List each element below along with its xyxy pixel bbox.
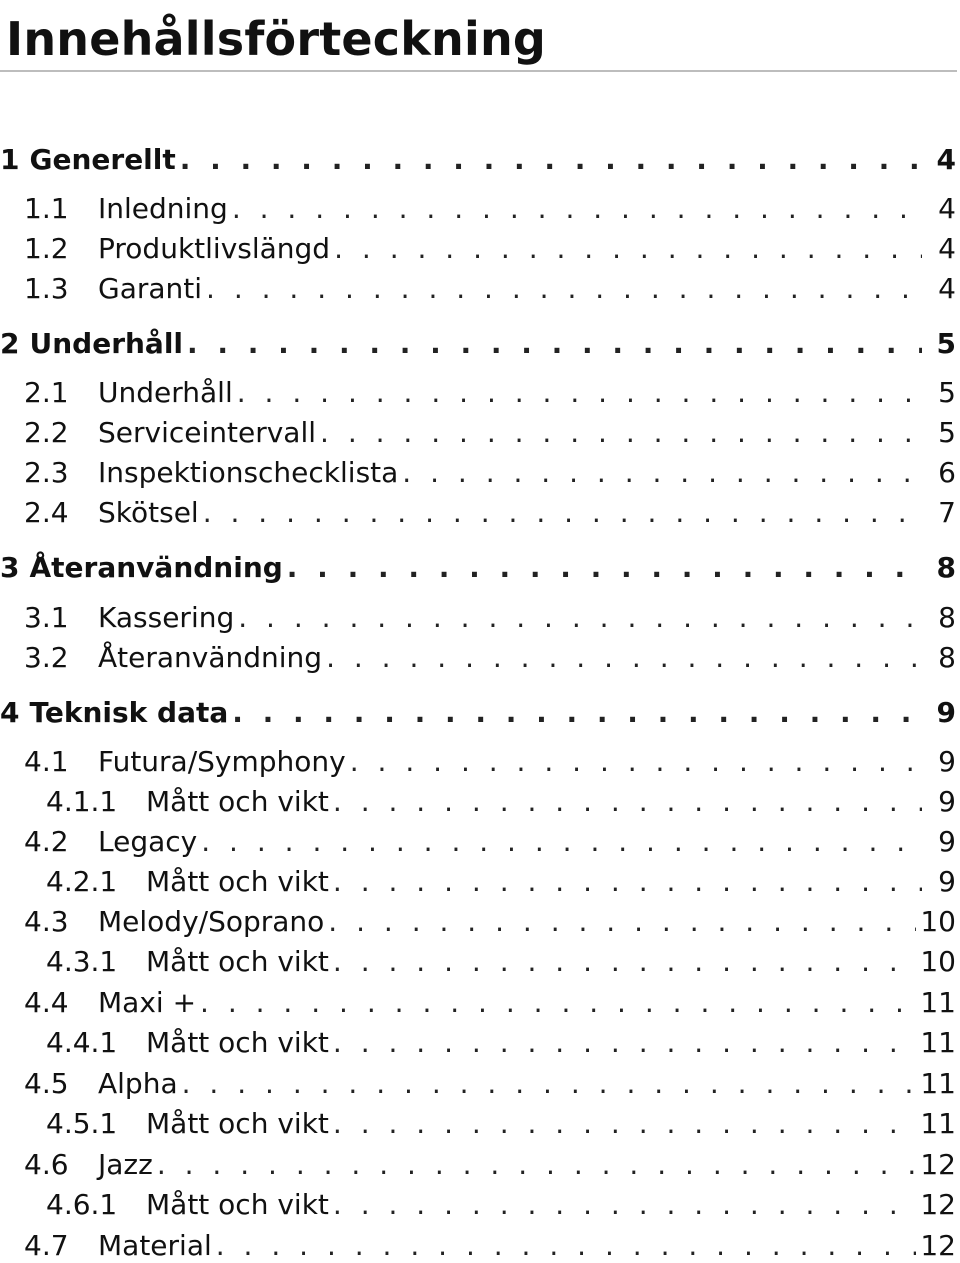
toc-entry-label: Material xyxy=(98,1228,212,1262)
page-title: Innehållsförteckning xyxy=(6,12,547,66)
toc-entry-number: 4.3.1 xyxy=(46,944,118,978)
dot-leader xyxy=(333,865,922,898)
toc-entry[interactable] xyxy=(0,271,956,305)
dot-leader xyxy=(182,1067,917,1100)
toc-entry-number: 2.2 xyxy=(24,415,69,449)
toc-entry-page: 4 xyxy=(938,231,956,265)
dot-leader xyxy=(157,1148,917,1181)
dot-leader xyxy=(333,1188,916,1221)
toc-entry-label: Futura/Symphony xyxy=(98,744,346,778)
toc-entry-page: 12 xyxy=(920,1187,956,1221)
toc-entry[interactable] xyxy=(0,904,956,938)
title-divider xyxy=(0,70,957,72)
toc-entry[interactable] xyxy=(0,1025,956,1059)
dot-leader xyxy=(328,905,916,938)
toc-entry-label: Mått och vikt xyxy=(146,864,329,898)
toc-entry-label: Melody/Soprano xyxy=(98,904,325,938)
toc-entry-page: 5 xyxy=(938,375,956,409)
toc-entry-number: 4.4.1 xyxy=(46,1025,118,1059)
toc-entry-label: Jazz xyxy=(98,1147,153,1181)
dot-leader xyxy=(333,1026,916,1059)
toc-entry-label: Inspektionschecklista xyxy=(98,455,399,489)
toc-entry[interactable] xyxy=(0,455,956,489)
toc-entry-number: 3.1 xyxy=(24,600,69,634)
toc-entry-chapter-2[interactable] xyxy=(0,326,956,360)
dot-leader xyxy=(237,376,922,409)
toc-entry-number: 4.2.1 xyxy=(46,864,118,898)
toc-entry-page: 8 xyxy=(936,550,956,584)
toc-entry[interactable] xyxy=(0,744,956,778)
toc-entry[interactable] xyxy=(0,985,956,1019)
dot-leader xyxy=(216,1229,917,1262)
toc-entry-page: 8 xyxy=(938,600,956,634)
dot-leader xyxy=(180,143,922,176)
toc-entry-number: 2.4 xyxy=(24,495,69,529)
toc-entry-page: 12 xyxy=(920,1147,956,1181)
toc-entry-number: 4.5.1 xyxy=(46,1106,118,1140)
toc-entry[interactable] xyxy=(0,824,956,858)
toc-entry-page: 5 xyxy=(936,326,956,360)
dot-leader xyxy=(320,416,922,449)
toc-entry[interactable] xyxy=(0,784,956,818)
toc-entry-number: 2 xyxy=(0,326,20,360)
toc-entry[interactable] xyxy=(0,600,956,634)
toc-entry-label: Inledning xyxy=(98,191,228,225)
toc-entry-page: 4 xyxy=(938,271,956,305)
toc-entry-label: Kassering xyxy=(98,600,235,634)
toc-entry-number: 4.6 xyxy=(24,1147,69,1181)
toc-entry-number: 1 xyxy=(0,142,20,176)
toc-entry-page: 8 xyxy=(938,640,956,674)
toc-entry-number: 1.3 xyxy=(24,271,69,305)
toc-entry-number: 4.7 xyxy=(24,1228,69,1262)
toc-entry-number: 3.2 xyxy=(24,640,69,674)
toc-entry-label: Teknisk data xyxy=(29,695,229,729)
toc-entry-number: 2.1 xyxy=(24,375,69,409)
toc-entry[interactable] xyxy=(0,640,956,674)
toc-entry-page: 11 xyxy=(920,1066,956,1100)
dot-leader xyxy=(238,601,922,634)
toc-entry-page: 10 xyxy=(920,904,956,938)
dot-leader xyxy=(287,551,922,584)
toc-entry-page: 10 xyxy=(920,944,956,978)
toc-entry-label: Mått och vikt xyxy=(146,1187,329,1221)
toc-entry-page: 11 xyxy=(920,1106,956,1140)
toc-entry[interactable] xyxy=(0,495,956,529)
dot-leader xyxy=(200,986,916,1019)
toc-entry-label: Mått och vikt xyxy=(146,944,329,978)
toc-entry-label: Återanvändning xyxy=(29,550,283,584)
toc-entry-page: 4 xyxy=(936,142,956,176)
toc-entry-page: 9 xyxy=(936,695,956,729)
toc-entry[interactable] xyxy=(0,191,956,225)
toc-entry-number: 3 xyxy=(0,550,20,584)
dot-leader xyxy=(333,785,922,818)
dot-leader xyxy=(326,641,922,674)
toc-entry-number: 4.6.1 xyxy=(46,1187,118,1221)
toc-entry-label: Mått och vikt xyxy=(146,1106,329,1140)
toc-entry[interactable] xyxy=(0,415,956,449)
toc-entry-label: Serviceintervall xyxy=(98,415,317,449)
toc-entry-page: 5 xyxy=(938,415,956,449)
toc-entry-label: Återanvändning xyxy=(98,640,323,674)
toc-entry-number: 2.3 xyxy=(24,455,69,489)
dot-leader xyxy=(201,825,922,858)
toc-entry-number: 1.2 xyxy=(24,231,69,265)
toc-entry-number: 4.2 xyxy=(24,824,69,858)
toc-entry-page: 11 xyxy=(920,1025,956,1059)
dot-leader xyxy=(203,496,922,529)
toc-entry-page: 9 xyxy=(938,824,956,858)
toc-entry-number: 4 xyxy=(0,695,20,729)
toc-entry-label: Underhåll xyxy=(98,375,233,409)
toc-entry-number: 4.3 xyxy=(24,904,69,938)
toc-entry-page: 9 xyxy=(938,784,956,818)
dot-leader xyxy=(206,272,922,305)
toc-entry[interactable] xyxy=(0,1066,956,1100)
toc-entry-label: Alpha xyxy=(98,1066,178,1100)
toc-entry[interactable] xyxy=(0,1228,956,1262)
dot-leader xyxy=(187,327,922,360)
dot-leader xyxy=(402,456,922,489)
dot-leader xyxy=(333,945,916,978)
toc-entry-chapter-3[interactable] xyxy=(0,550,956,584)
toc-entry[interactable] xyxy=(0,944,956,978)
toc-entry-chapter-4[interactable] xyxy=(0,695,956,729)
toc-entry-page: 7 xyxy=(938,495,956,529)
dot-leader xyxy=(232,696,922,729)
toc-entry-label: Legacy xyxy=(98,824,198,858)
toc-entry-page: 9 xyxy=(938,744,956,778)
toc-entry-number: 4.1 xyxy=(24,744,69,778)
toc-entry[interactable] xyxy=(0,1187,956,1221)
toc-entry-label: Maxi + xyxy=(98,985,197,1019)
toc-entry-label: Produktlivslängd xyxy=(98,231,331,265)
toc-entry[interactable] xyxy=(0,231,956,265)
toc-entry-page: 11 xyxy=(920,985,956,1019)
toc-entry-page: 12 xyxy=(920,1228,956,1262)
dot-leader xyxy=(350,745,922,778)
dot-leader xyxy=(334,232,922,265)
toc-entry-page: 4 xyxy=(938,191,956,225)
toc-entry[interactable] xyxy=(0,375,956,409)
toc-entry-label: Garanti xyxy=(98,271,203,305)
toc-entry-number: 1.1 xyxy=(24,191,69,225)
toc-entry-number: 4.4 xyxy=(24,985,69,1019)
toc-entry-label: Mått och vikt xyxy=(146,784,329,818)
toc-entry-label: Generellt xyxy=(29,142,176,176)
toc-entry-label: Underhåll xyxy=(29,326,184,360)
toc-entry-page: 9 xyxy=(938,864,956,898)
toc-entry-number: 4.1.1 xyxy=(46,784,118,818)
toc-entry-label: Mått och vikt xyxy=(146,1025,329,1059)
toc-entry[interactable] xyxy=(0,1147,956,1181)
dot-leader xyxy=(333,1107,916,1140)
toc-entry-label: Skötsel xyxy=(98,495,199,529)
toc-entry-chapter-1[interactable] xyxy=(0,142,956,176)
dot-leader xyxy=(232,192,922,225)
toc-entry[interactable] xyxy=(0,1106,956,1140)
toc-entry-page: 6 xyxy=(938,455,956,489)
toc-entry-number: 4.5 xyxy=(24,1066,69,1100)
toc-entry[interactable] xyxy=(0,864,956,898)
